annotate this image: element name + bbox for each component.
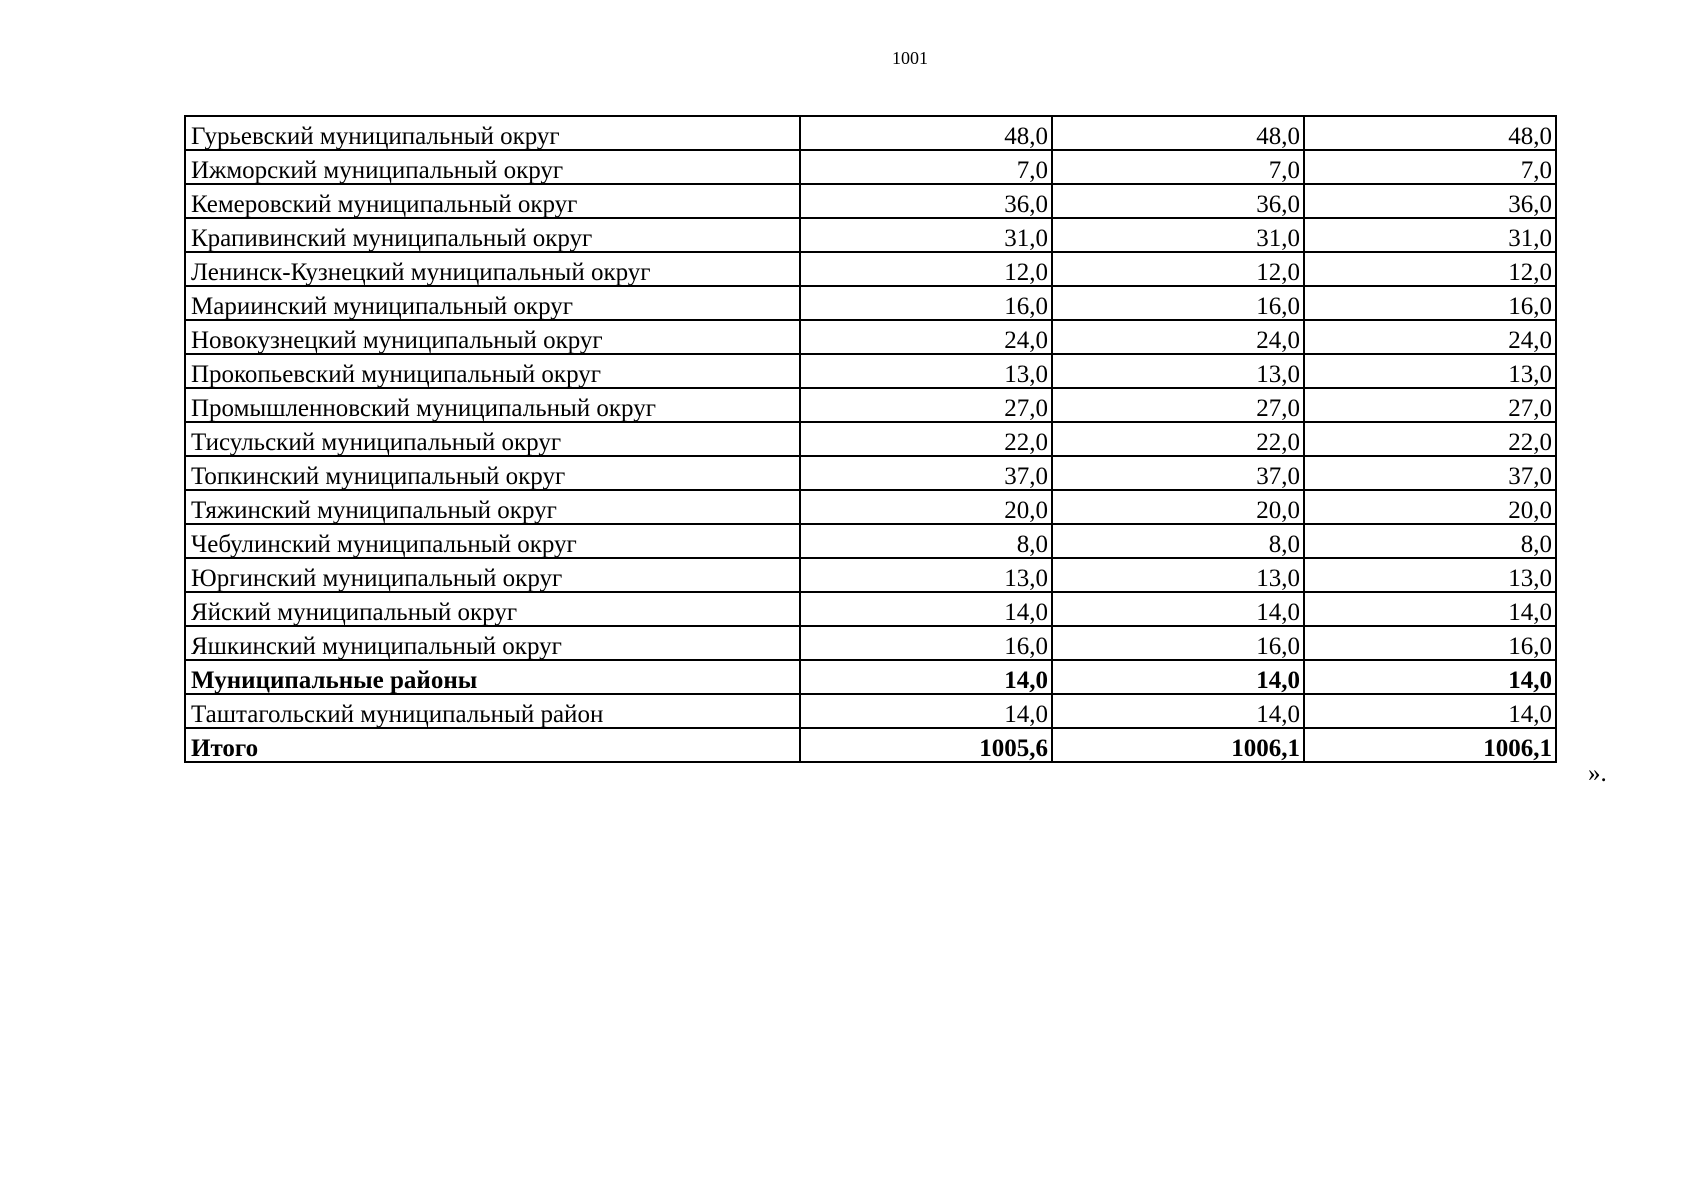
row-name-cell: Яшкинский муниципальный округ	[185, 626, 800, 660]
row-value-3-cell: 1006,1	[1304, 728, 1556, 762]
row-name-cell: Итого	[185, 728, 800, 762]
row-name-cell: Ленинск-Кузнецкий муниципальный округ	[185, 252, 800, 286]
row-value-2-cell: 20,0	[1052, 490, 1304, 524]
row-value-3-cell: 27,0	[1304, 388, 1556, 422]
row-value-3-cell: 13,0	[1304, 558, 1556, 592]
table-row	[185, 660, 1556, 694]
row-name-cell: Новокузнецкий муниципальный округ	[185, 320, 800, 354]
row-value-1-cell: 7,0	[800, 150, 1052, 184]
row-value-1-cell: 14,0	[800, 592, 1052, 626]
row-value-2-cell: 31,0	[1052, 218, 1304, 252]
row-value-2-cell: 1006,1	[1052, 728, 1304, 762]
row-value-1-cell: 48,0	[800, 116, 1052, 150]
table-row	[185, 490, 1556, 524]
row-value-3-cell: 37,0	[1304, 456, 1556, 490]
row-value-3-cell: 8,0	[1304, 524, 1556, 558]
table-row	[185, 150, 1556, 184]
row-value-1-cell: 16,0	[800, 286, 1052, 320]
row-value-1-cell: 14,0	[800, 694, 1052, 728]
row-value-2-cell: 48,0	[1052, 116, 1304, 150]
table-row	[185, 456, 1556, 490]
row-name-cell: Прокопьевский муниципальный округ	[185, 354, 800, 388]
row-name-cell: Крапивинский муниципальный округ	[185, 218, 800, 252]
row-value-2-cell: 14,0	[1052, 660, 1304, 694]
row-value-3-cell: 16,0	[1304, 286, 1556, 320]
row-name-cell: Таштагольский муниципальный район	[185, 694, 800, 728]
row-value-2-cell: 14,0	[1052, 592, 1304, 626]
table-row	[185, 626, 1556, 660]
row-name-cell: Муниципальные районы	[185, 660, 800, 694]
row-name-cell: Тисульский муниципальный округ	[185, 422, 800, 456]
table-row	[185, 218, 1556, 252]
row-value-2-cell: 16,0	[1052, 626, 1304, 660]
row-value-1-cell: 16,0	[800, 626, 1052, 660]
row-value-3-cell: 14,0	[1304, 694, 1556, 728]
table-row	[185, 116, 1556, 150]
row-value-2-cell: 24,0	[1052, 320, 1304, 354]
table-row	[185, 592, 1556, 626]
table-row	[185, 422, 1556, 456]
table-body	[185, 116, 1556, 762]
table-row	[185, 558, 1556, 592]
row-value-1-cell: 13,0	[800, 354, 1052, 388]
row-name-cell: Чебулинский муниципальный округ	[185, 524, 800, 558]
row-value-1-cell: 1005,6	[800, 728, 1052, 762]
row-value-1-cell: 8,0	[800, 524, 1052, 558]
row-value-3-cell: 48,0	[1304, 116, 1556, 150]
row-value-1-cell: 27,0	[800, 388, 1052, 422]
row-value-3-cell: 14,0	[1304, 592, 1556, 626]
row-value-2-cell: 37,0	[1052, 456, 1304, 490]
table-row	[185, 184, 1556, 218]
row-value-1-cell: 24,0	[800, 320, 1052, 354]
row-value-3-cell: 13,0	[1304, 354, 1556, 388]
closing-quote: ».	[1588, 760, 1607, 787]
row-value-1-cell: 37,0	[800, 456, 1052, 490]
row-value-2-cell: 8,0	[1052, 524, 1304, 558]
table-row	[185, 286, 1556, 320]
row-value-1-cell: 22,0	[800, 422, 1052, 456]
row-value-3-cell: 14,0	[1304, 660, 1556, 694]
table-row	[185, 320, 1556, 354]
row-value-3-cell: 36,0	[1304, 184, 1556, 218]
row-name-cell: Тяжинский муниципальный округ	[185, 490, 800, 524]
row-value-2-cell: 7,0	[1052, 150, 1304, 184]
table-row	[185, 354, 1556, 388]
row-value-2-cell: 22,0	[1052, 422, 1304, 456]
row-value-2-cell: 13,0	[1052, 354, 1304, 388]
row-value-2-cell: 16,0	[1052, 286, 1304, 320]
row-name-cell: Топкинский муниципальный округ	[185, 456, 800, 490]
row-name-cell: Гурьевский муниципальный округ	[185, 116, 800, 150]
row-value-1-cell: 13,0	[800, 558, 1052, 592]
table-row	[185, 252, 1556, 286]
row-name-cell: Яйский муниципальный округ	[185, 592, 800, 626]
row-value-3-cell: 22,0	[1304, 422, 1556, 456]
row-name-cell: Промышленновский муниципальный округ	[185, 388, 800, 422]
table-row	[185, 388, 1556, 422]
row-value-2-cell: 27,0	[1052, 388, 1304, 422]
row-value-3-cell: 7,0	[1304, 150, 1556, 184]
row-value-2-cell: 36,0	[1052, 184, 1304, 218]
row-value-3-cell: 20,0	[1304, 490, 1556, 524]
table-row	[185, 524, 1556, 558]
data-table	[184, 115, 1557, 763]
row-value-3-cell: 31,0	[1304, 218, 1556, 252]
row-value-3-cell: 16,0	[1304, 626, 1556, 660]
row-name-cell: Кемеровский муниципальный округ	[185, 184, 800, 218]
row-value-2-cell: 13,0	[1052, 558, 1304, 592]
table-row	[185, 728, 1556, 762]
row-value-1-cell: 12,0	[800, 252, 1052, 286]
row-value-3-cell: 12,0	[1304, 252, 1556, 286]
row-value-1-cell: 20,0	[800, 490, 1052, 524]
table-row	[185, 694, 1556, 728]
page-number: 1001	[892, 48, 928, 68]
row-value-2-cell: 14,0	[1052, 694, 1304, 728]
row-value-1-cell: 14,0	[800, 660, 1052, 694]
row-name-cell: Мариинский муниципальный округ	[185, 286, 800, 320]
row-name-cell: Юргинский муниципальный округ	[185, 558, 800, 592]
row-value-1-cell: 36,0	[800, 184, 1052, 218]
row-value-1-cell: 31,0	[800, 218, 1052, 252]
row-value-3-cell: 24,0	[1304, 320, 1556, 354]
row-value-2-cell: 12,0	[1052, 252, 1304, 286]
row-name-cell: Ижморский муниципальный округ	[185, 150, 800, 184]
